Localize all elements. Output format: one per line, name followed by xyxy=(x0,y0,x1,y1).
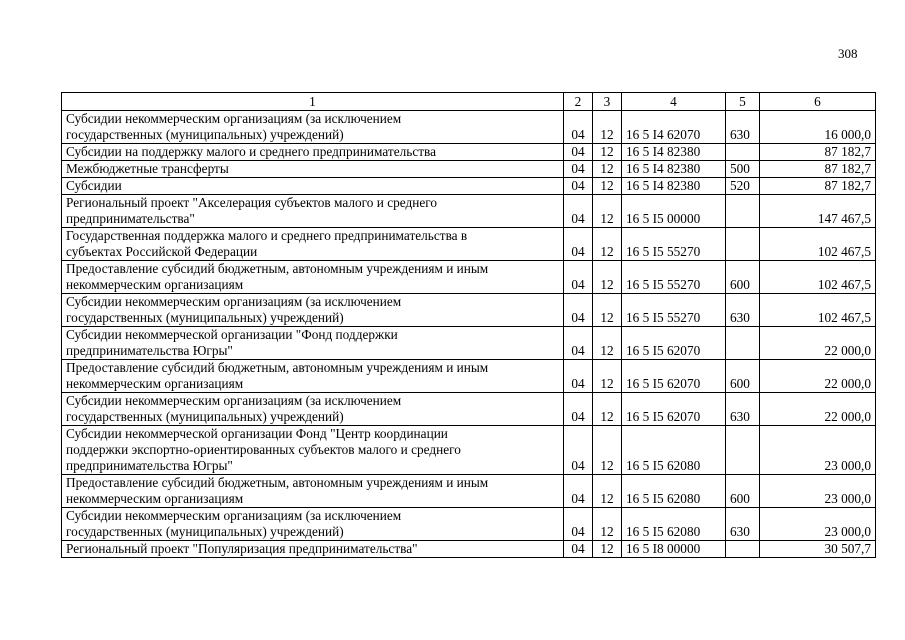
table-row xyxy=(62,360,876,393)
row-name-cell: Субсидии некоммерческим организациям (за исключением государственных (муниципальных) учреждений) xyxy=(62,294,564,327)
subsection-code-cell: 12 xyxy=(593,144,622,161)
table-row xyxy=(62,228,876,261)
section-code-cell: 04 xyxy=(564,178,593,195)
expense-type-cell: 630 xyxy=(726,294,760,327)
row-name-cell: Межбюджетные трансферты xyxy=(62,161,564,178)
table-row xyxy=(62,111,876,144)
amount-cell: 87 182,7 xyxy=(760,178,876,195)
row-name-cell: Субсидии на поддержку малого и среднего предпринимательства xyxy=(62,144,564,161)
section-code-cell: 04 xyxy=(564,475,593,508)
expense-type-cell: 600 xyxy=(726,475,760,508)
section-code-cell: 04 xyxy=(564,327,593,360)
header-row xyxy=(62,93,876,111)
amount-cell: 87 182,7 xyxy=(760,161,876,178)
expense-type-cell: 500 xyxy=(726,161,760,178)
target-article-cell: 16 5 I5 62080 xyxy=(622,508,726,541)
row-name-cell: Субсидии некоммерческой организации Фонд "Центр координации поддержки экспортно-ориентированных субъектов малого и среднего предпринимательства Югры" xyxy=(62,426,564,475)
row-name-cell: Субсидии xyxy=(62,178,564,195)
amount-cell: 23 000,0 xyxy=(760,475,876,508)
target-article-cell: 16 5 I5 62080 xyxy=(622,475,726,508)
section-code-cell: 04 xyxy=(564,294,593,327)
expense-type-cell xyxy=(726,541,760,558)
table-row xyxy=(62,508,876,541)
subsection-code-cell: 12 xyxy=(593,508,622,541)
expense-type-cell: 600 xyxy=(726,261,760,294)
amount-cell: 22 000,0 xyxy=(760,360,876,393)
target-article-cell: 16 5 I8 00000 xyxy=(622,541,726,558)
subsection-code-cell: 12 xyxy=(593,195,622,228)
target-article-cell: 16 5 I5 62080 xyxy=(622,426,726,475)
page-number: 308 xyxy=(838,46,858,61)
expense-type-cell xyxy=(726,195,760,228)
column-header: 3 xyxy=(593,93,622,111)
expense-type-cell xyxy=(726,426,760,475)
subsection-code-cell: 12 xyxy=(593,475,622,508)
row-name-cell: Государственная поддержка малого и среднего предпринимательства в субъектах Российской Федерации xyxy=(62,228,564,261)
table-row xyxy=(62,261,876,294)
subsection-code-cell: 12 xyxy=(593,261,622,294)
subsection-code-cell: 12 xyxy=(593,178,622,195)
amount-cell: 22 000,0 xyxy=(760,393,876,426)
target-article-cell: 16 5 I5 62070 xyxy=(622,360,726,393)
section-code-cell: 04 xyxy=(564,426,593,475)
subsection-code-cell: 12 xyxy=(593,360,622,393)
amount-cell: 102 467,5 xyxy=(760,294,876,327)
section-code-cell: 04 xyxy=(564,393,593,426)
amount-cell: 30 507,7 xyxy=(760,541,876,558)
row-name-cell: Субсидии некоммерческим организациям (за исключением государственных (муниципальных) учреждений) xyxy=(62,508,564,541)
budget-table xyxy=(61,92,876,558)
expense-type-cell: 520 xyxy=(726,178,760,195)
subsection-code-cell: 12 xyxy=(593,541,622,558)
target-article-cell: 16 5 I5 55270 xyxy=(622,294,726,327)
amount-cell: 23 000,0 xyxy=(760,426,876,475)
expense-type-cell xyxy=(726,228,760,261)
target-article-cell: 16 5 I5 62070 xyxy=(622,393,726,426)
target-article-cell: 16 5 I5 55270 xyxy=(622,228,726,261)
subsection-code-cell: 12 xyxy=(593,294,622,327)
column-header: 5 xyxy=(726,93,760,111)
section-code-cell: 04 xyxy=(564,541,593,558)
section-code-cell: 04 xyxy=(564,508,593,541)
section-code-cell: 04 xyxy=(564,228,593,261)
table-row xyxy=(62,161,876,178)
target-article-cell: 16 5 I4 82380 xyxy=(622,161,726,178)
section-code-cell: 04 xyxy=(564,261,593,294)
subsection-code-cell: 12 xyxy=(593,426,622,475)
expense-type-cell: 630 xyxy=(726,111,760,144)
table-row xyxy=(62,178,876,195)
row-name-cell: Субсидии некоммерческим организациям (за исключением государственных (муниципальных) учреждений) xyxy=(62,393,564,426)
subsection-code-cell: 12 xyxy=(593,111,622,144)
amount-cell: 102 467,5 xyxy=(760,261,876,294)
row-name-cell: Региональный проект "Популяризация предпринимательства" xyxy=(62,541,564,558)
row-name-cell: Предоставление субсидий бюджетным, автономным учреждениям и иным некоммерческим организациям xyxy=(62,261,564,294)
table-row xyxy=(62,327,876,360)
target-article-cell: 16 5 I4 62070 xyxy=(622,111,726,144)
table-row xyxy=(62,144,876,161)
table-row xyxy=(62,393,876,426)
section-code-cell: 04 xyxy=(564,195,593,228)
row-name-cell: Региональный проект "Акселерация субъектов малого и среднего предпринимательства" xyxy=(62,195,564,228)
section-code-cell: 04 xyxy=(564,111,593,144)
amount-cell: 23 000,0 xyxy=(760,508,876,541)
expense-type-cell: 600 xyxy=(726,360,760,393)
expense-type-cell: 630 xyxy=(726,508,760,541)
amount-cell: 16 000,0 xyxy=(760,111,876,144)
table-row xyxy=(62,294,876,327)
row-name-cell: Предоставление субсидий бюджетным, автономным учреждениям и иным некоммерческим организациям xyxy=(62,475,564,508)
expense-type-cell xyxy=(726,144,760,161)
target-article-cell: 16 5 I5 62070 xyxy=(622,327,726,360)
table-row xyxy=(62,541,876,558)
table-row xyxy=(62,195,876,228)
amount-cell: 22 000,0 xyxy=(760,327,876,360)
row-name-cell: Субсидии некоммерческим организациям (за исключением государственных (муниципальных) учреждений) xyxy=(62,111,564,144)
column-header: 6 xyxy=(760,93,876,111)
expense-type-cell xyxy=(726,327,760,360)
table-row xyxy=(62,475,876,508)
target-article-cell: 16 5 I5 00000 xyxy=(622,195,726,228)
subsection-code-cell: 12 xyxy=(593,327,622,360)
column-header: 4 xyxy=(622,93,726,111)
column-header: 1 xyxy=(62,93,564,111)
expense-type-cell: 630 xyxy=(726,393,760,426)
subsection-code-cell: 12 xyxy=(593,161,622,178)
amount-cell: 87 182,7 xyxy=(760,144,876,161)
section-code-cell: 04 xyxy=(564,360,593,393)
section-code-cell: 04 xyxy=(564,144,593,161)
column-header: 2 xyxy=(564,93,593,111)
subsection-code-cell: 12 xyxy=(593,228,622,261)
table-row xyxy=(62,426,876,475)
row-name-cell: Предоставление субсидий бюджетным, автономным учреждениям и иным некоммерческим организациям xyxy=(62,360,564,393)
table-body xyxy=(62,111,876,558)
subsection-code-cell: 12 xyxy=(593,393,622,426)
target-article-cell: 16 5 I4 82380 xyxy=(622,178,726,195)
amount-cell: 102 467,5 xyxy=(760,228,876,261)
row-name-cell: Субсидии некоммерческой организации "Фонд поддержки предпринимательства Югры" xyxy=(62,327,564,360)
target-article-cell: 16 5 I5 55270 xyxy=(622,261,726,294)
amount-cell: 147 467,5 xyxy=(760,195,876,228)
target-article-cell: 16 5 I4 82380 xyxy=(622,144,726,161)
section-code-cell: 04 xyxy=(564,161,593,178)
